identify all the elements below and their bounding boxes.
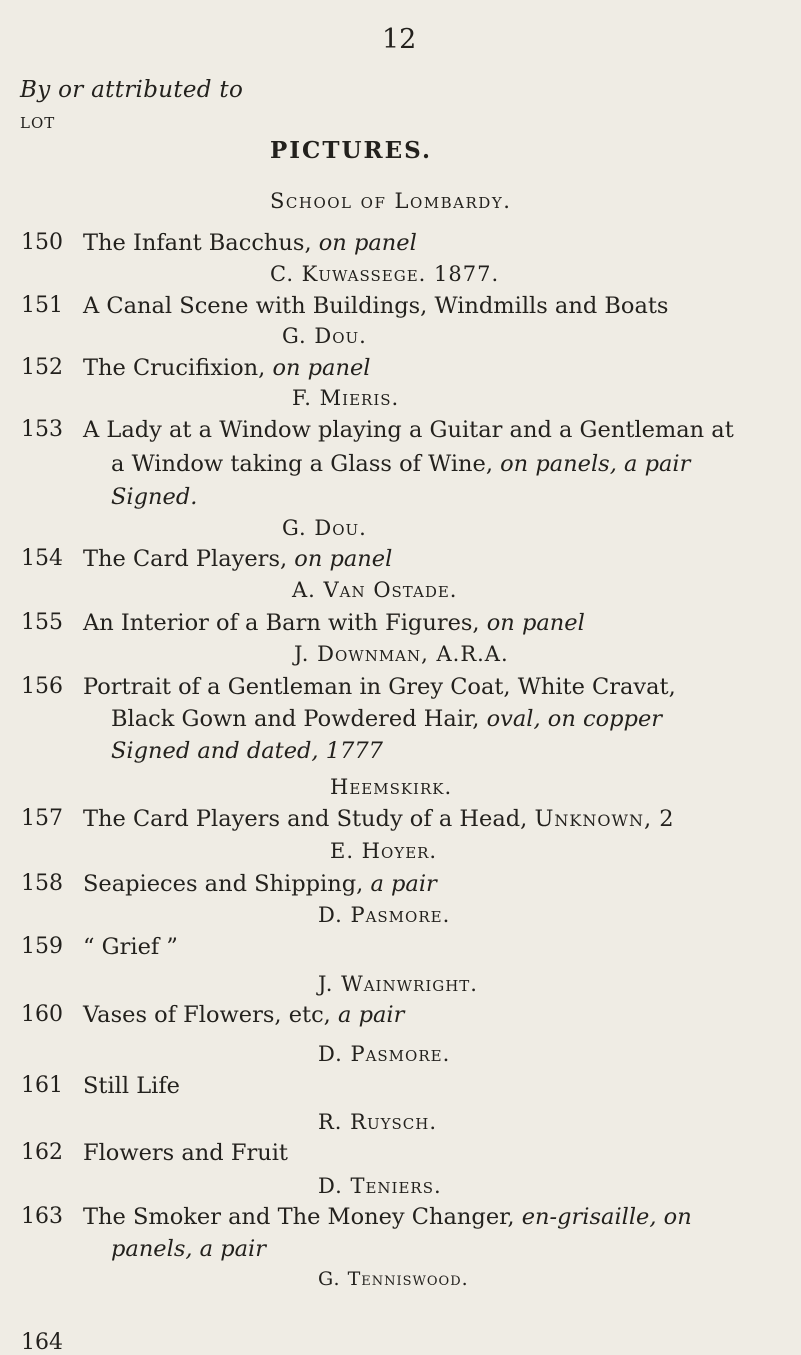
lot-title: Seapieces and Shipping, a pair [83, 871, 437, 897]
lot-artist: G. Tenniswood. [318, 1268, 469, 1290]
lot-artist: G. Dou. [282, 516, 367, 540]
lot-title: A Canal Scene with Buildings, Windmills and Boats [83, 293, 669, 319]
lot-title: Flowers and Fruit [83, 1140, 288, 1166]
page-number: 12 [382, 24, 417, 55]
lot-title: The Crucifixion, on panel [83, 355, 371, 381]
lot-artist: E. Hoyer. [330, 839, 438, 863]
lot-artist: G. Dou. [282, 324, 367, 348]
lot-number: 150 [21, 230, 63, 255]
lot-artist: D. Pasmore. [318, 903, 451, 927]
lot-number: 152 [21, 355, 63, 380]
lot-title: A Lady at a Window playing a Guitar and a Gentleman at [83, 417, 734, 443]
lot-artist: A. Van Ostade. [292, 578, 458, 602]
lot-number: 157 [21, 806, 63, 831]
lot-title: The Card Players and Study of a Head, Unknown, 2 [83, 806, 674, 832]
lot-title-continued: Black Gown and Powdered Hair, oval, on copper [111, 706, 663, 732]
school-heading: School of Lombardy. [270, 189, 512, 213]
lot-artist: Heemskirk. [330, 775, 453, 799]
lot-number: 156 [21, 674, 63, 699]
lot-title: Portrait of a Gentleman in Grey Coat, White Cravat, [83, 674, 676, 700]
lot-number: 155 [21, 610, 63, 635]
lot-number: 162 [21, 1140, 63, 1165]
lot-artist: J. Downman, A.R.A. [294, 642, 509, 666]
lot-title: The Smoker and The Money Changer, en-grisaille, on [83, 1204, 692, 1230]
lot-title-continued: panels, a pair [111, 1236, 267, 1262]
lot-title: The Card Players, on panel [83, 546, 393, 572]
lot-column-header: LOT [20, 114, 56, 132]
lot-number: 163 [21, 1204, 63, 1229]
lot-number: 153 [21, 417, 63, 442]
lot-title: The Infant Bacchus, on panel [83, 230, 417, 256]
lot-title: Vases of Flowers, etc, a pair [83, 1002, 405, 1028]
section-title: PICTURES. [270, 137, 432, 164]
lot-number: 154 [21, 546, 63, 571]
lot-number: 151 [21, 293, 63, 318]
lot-number: 160 [21, 1002, 63, 1027]
lot-number: 159 [21, 934, 63, 959]
lot-signed-note: Signed and dated, 1777 [111, 738, 383, 764]
lot-signed-note: Signed. [111, 484, 198, 510]
by-line: By or attributed to [20, 77, 244, 103]
lot-artist: J. Wainwright. [318, 972, 478, 996]
lot-title-continued: a Window taking a Glass of Wine, on panels, a pair [111, 451, 691, 477]
lot-title: “ Grief ” [83, 934, 178, 960]
lot-artist: D. Teniers. [318, 1174, 442, 1198]
lot-title: An Interior of a Barn with Figures, on panel [83, 610, 585, 636]
lot-artist: D. Pasmore. [318, 1042, 451, 1066]
lot-artist: C. Kuwassege. 1877. [270, 262, 500, 286]
lot-number: 158 [21, 871, 63, 896]
lot-number: 161 [21, 1073, 63, 1098]
lot-title: Still Life [83, 1073, 180, 1099]
lot-artist: F. Mieris. [292, 386, 400, 410]
lot-number: 164 [21, 1330, 63, 1355]
lot-artist: R. Ruysch. [318, 1110, 438, 1134]
